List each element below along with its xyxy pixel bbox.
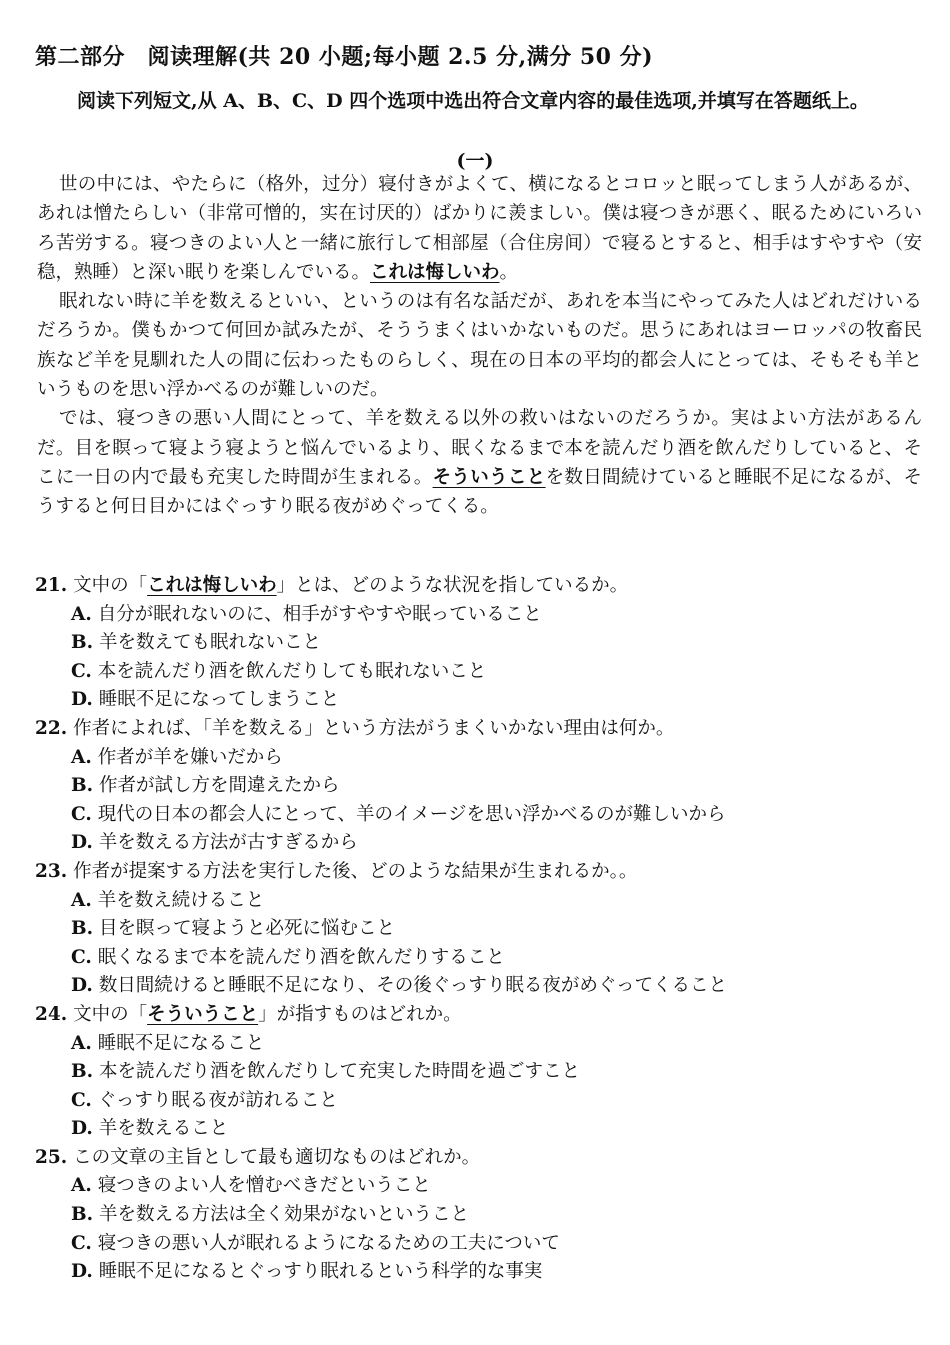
option-text: 寝つきのよい人を憎むべきだということ <box>97 1175 431 1197</box>
option-text: 自分が眠れないのに、相手がすやすや眠っていること <box>97 603 542 625</box>
option-b[interactable] <box>71 1201 920 1230</box>
option-list <box>35 1030 920 1144</box>
passage-paragraph-3 <box>37 404 922 521</box>
option-letter: B. <box>71 1061 94 1083</box>
option-text: ぐっすり眠る夜が訪れること <box>97 1089 338 1111</box>
question-stem-text: 文中の「 <box>73 1003 148 1025</box>
question-reference: そういうこと <box>147 1003 259 1025</box>
option-d[interactable] <box>71 1258 920 1287</box>
option-letter: B. <box>71 632 94 654</box>
option-letter: C. <box>71 1232 92 1254</box>
question-stem <box>35 858 920 887</box>
passage-paragraph-1-end: 。 <box>499 261 519 283</box>
option-letter: B. <box>71 775 94 797</box>
option-text: 睡眠不足になるとぐっすり眠れるという科学的な事実 <box>98 1261 543 1283</box>
option-list <box>35 887 920 1001</box>
option-d[interactable] <box>71 1115 920 1144</box>
option-text: 本を読んだり酒を飲んだりして充実した時間を過ごすこと <box>98 1061 580 1083</box>
option-text: 作者が試し方を間違えたから <box>98 775 340 797</box>
question-25 <box>35 1144 920 1287</box>
option-text: 数日間続けると睡眠不足になり、その後ぐっすり眠る夜がめぐってくること <box>98 975 727 997</box>
option-text: 作者が羊を嫌いだから <box>97 746 283 768</box>
question-23 <box>35 858 920 1001</box>
question-stem <box>35 715 920 744</box>
section-title: 第二部分 阅读理解(共 20 小题;每小题 2.5 分,满分 50 分) <box>35 44 654 70</box>
option-c[interactable] <box>71 1230 920 1259</box>
option-text: 羊を数える方法は全く効果がないということ <box>98 1204 469 1226</box>
option-text: 羊を数え続けること <box>97 889 265 911</box>
question-number: 22. <box>35 717 68 739</box>
option-letter: B. <box>71 1204 94 1226</box>
option-letter: A. <box>71 889 92 911</box>
option-a[interactable] <box>71 887 920 916</box>
question-stem-text: 作者によれば、「羊を数える」という方法がうまくいかない理由は何か。 <box>73 717 675 739</box>
option-a[interactable] <box>71 1172 920 1201</box>
instructions: 阅读下列短文,从 A、B、C、D 四个选项中选出符合文章内容的最佳选项,并填写在答题纸上。 <box>77 90 869 112</box>
option-letter: A. <box>71 746 92 768</box>
option-b[interactable] <box>71 915 920 944</box>
underlined-phrase-2: そういうこと <box>432 466 546 488</box>
question-stem-text: 」が指すものはどれか。 <box>258 1003 462 1025</box>
option-c[interactable] <box>71 658 920 687</box>
option-letter: D. <box>71 1118 93 1140</box>
underlined-phrase-1: これは悔しいわ <box>370 261 500 283</box>
option-c[interactable] <box>71 1087 920 1116</box>
option-list <box>35 601 920 715</box>
question-stem <box>35 572 920 601</box>
passage-paragraph-1 <box>37 170 922 287</box>
option-letter: A. <box>71 1175 92 1197</box>
passage-paragraph-3-text: では、寝つきの悪い人間にとって、羊を数える以外の救いはないのだろうか。実はよい方法があるんだ。目を瞑って寝よう寝ようと悩んでいるより、眠くなるまで本を読んだり酒を飲んだりしていると、そこに一日の内で最も充実した時間が生まれる。 <box>37 408 922 488</box>
question-24 <box>35 1001 920 1144</box>
passage-paragraph-2: 眠れない時に羊を数えるといい、というのは有名な話だが、あれを本当にやってみた人はどれだけいるだろうか。僕もかつて何回か試みたが、そううまくはいかないものだ。思うにあれはヨーロッパの牧畜民族など羊を見馴れた人の間に伝わったものらしく、現在の日本の平均的都会人にとっては、そもそも羊というものを思い浮かべるのが難しいのだ。 <box>37 291 922 401</box>
option-a[interactable] <box>71 1030 920 1059</box>
question-stem <box>35 1001 920 1030</box>
option-letter: D. <box>71 832 93 854</box>
question-21 <box>35 572 920 715</box>
question-list <box>35 572 920 1287</box>
option-letter: C. <box>71 1089 92 1111</box>
option-text: 羊を数えること <box>98 1118 229 1140</box>
option-letter: D. <box>71 1261 93 1283</box>
passage-paragraph-3-end: を数日間続けていると睡眠不足になるが、そうすると何日目かにはぐっすり眠る夜がめぐってくる。 <box>37 466 922 518</box>
option-text: 睡眠不足になること <box>97 1032 265 1054</box>
option-c[interactable] <box>71 944 920 973</box>
option-text: 寝つきの悪い人が眠れるようになるための工夫について <box>97 1232 560 1254</box>
option-a[interactable] <box>71 601 920 630</box>
option-text: 現代の日本の都会人にとって、羊のイメージを思い浮かべるのが難しいから <box>97 803 726 825</box>
option-text: 羊を数えても眠れないこと <box>98 632 321 654</box>
option-c[interactable] <box>71 801 920 830</box>
reading-passage <box>37 170 922 522</box>
question-number: 24. <box>35 1003 68 1025</box>
option-letter: D. <box>71 689 93 711</box>
question-22 <box>35 715 920 858</box>
question-reference: これは悔しいわ <box>147 575 277 596</box>
option-letter: A. <box>71 1032 92 1054</box>
option-letter: C. <box>71 803 92 825</box>
option-text: 眠くなるまで本を読んだり酒を飲んだりすること <box>97 946 505 968</box>
question-stem-text: 文中の「 <box>73 575 148 596</box>
option-letter: A. <box>71 603 92 625</box>
question-number: 23. <box>35 860 68 882</box>
question-stem <box>35 1144 920 1173</box>
option-list <box>35 744 920 858</box>
question-number: 21. <box>35 575 68 596</box>
option-text: 本を読んだり酒を飲んだりしても眠れないこと <box>97 660 487 682</box>
question-number: 25. <box>35 1146 68 1168</box>
option-d[interactable] <box>71 829 920 858</box>
question-stem-text: 」とは、どのような状況を指しているか。 <box>276 575 629 596</box>
option-b[interactable] <box>71 1058 920 1087</box>
passage-paragraph-1-text: 世の中には、やたらに（格外，过分）寝付きがよくて、横になるとコロッと眠ってしまう人があるが、あれは憎たらしい（非常可憎的，实在讨厌的）ばかりに羨ましい。僕は寝つきが悪く、眠るためにいろいろ苦労する。寝つきのよい人と一緒に旅行して相部屋（合住房间）で寝るとすると、相手はすやすや（安稳，熟睡）と深い眠りを楽しんでいる。 <box>37 174 922 283</box>
question-stem-text: この文章の主旨として最も適切なものはどれか。 <box>73 1146 481 1168</box>
option-a[interactable] <box>71 744 920 773</box>
passage-title: (一) <box>456 150 494 172</box>
option-b[interactable] <box>71 772 920 801</box>
question-stem-text: 作者が提案する方法を実行した後、どのような結果が生まれるか。。 <box>73 860 638 882</box>
option-text: 羊を数える方法が古すぎるから <box>98 832 358 854</box>
option-d[interactable] <box>71 686 920 715</box>
option-letter: C. <box>71 946 92 968</box>
option-letter: B. <box>71 918 94 940</box>
option-letter: D. <box>71 975 93 997</box>
option-text: 目を瞑って寝ようと必死に悩むこと <box>98 918 395 940</box>
option-list <box>35 1172 920 1286</box>
option-text: 睡眠不足になってしまうこと <box>98 689 340 711</box>
option-b[interactable] <box>71 629 920 658</box>
option-d[interactable] <box>71 972 920 1001</box>
option-letter: C. <box>71 660 92 682</box>
